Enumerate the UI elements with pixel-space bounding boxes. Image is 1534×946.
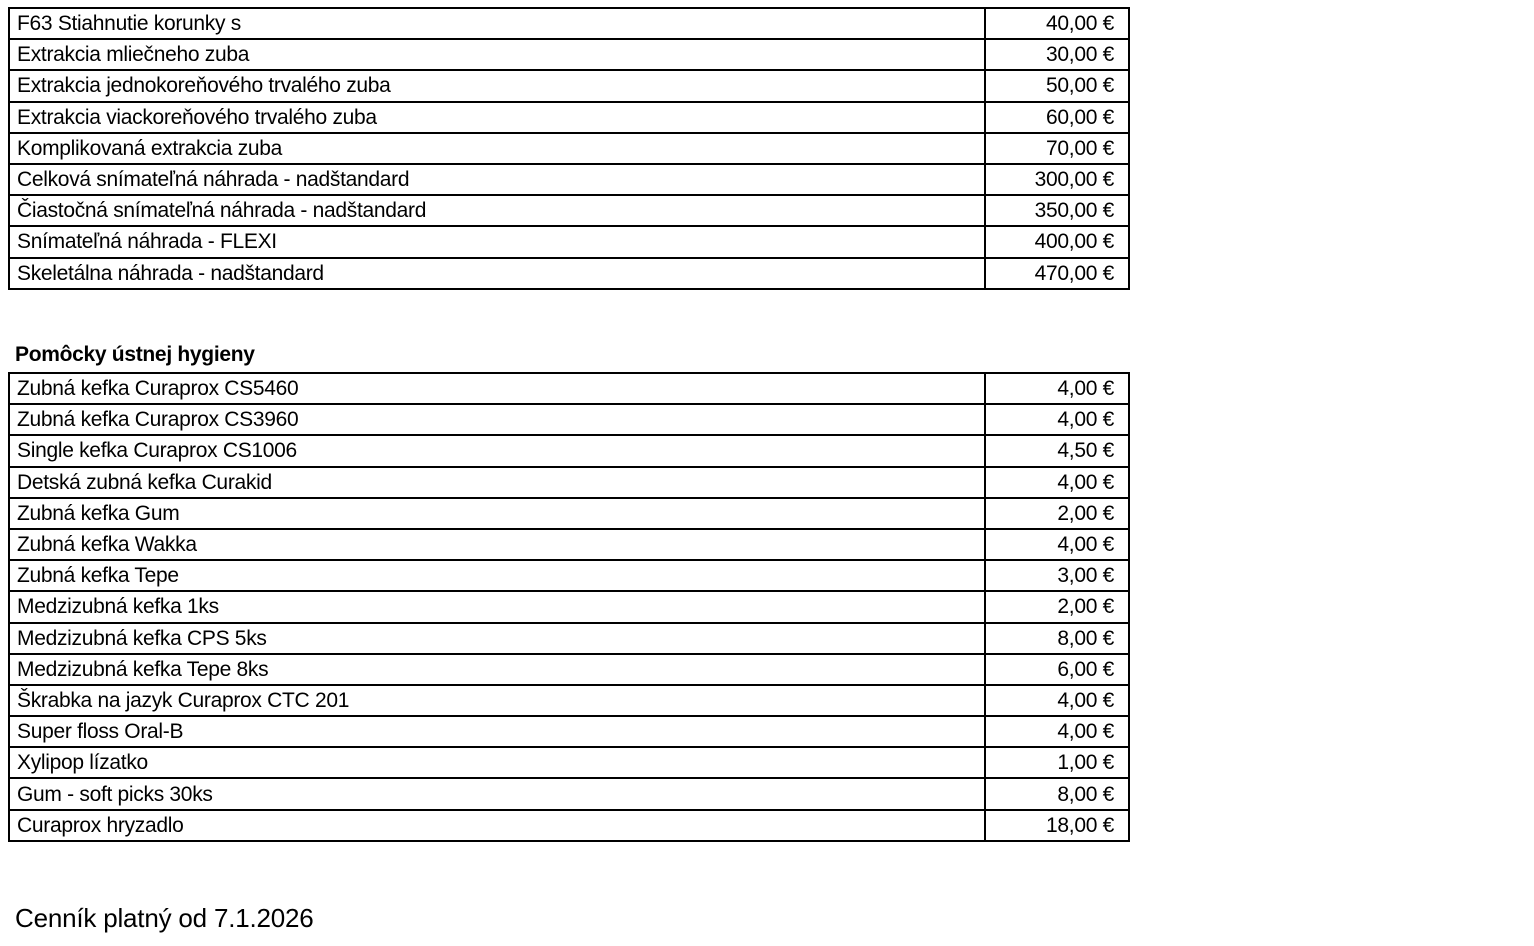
price-table-treatments — [8, 7, 1130, 290]
item-name: Super floss Oral-B — [9, 716, 985, 747]
table-row — [9, 623, 1129, 654]
price-table-oral-hygiene — [8, 372, 1130, 842]
table-row — [9, 195, 1129, 226]
item-price: 2,00 € — [985, 591, 1129, 622]
table-row — [9, 39, 1129, 70]
table-row — [9, 778, 1129, 809]
table-row — [9, 654, 1129, 685]
item-name: Medzizubná kefka CPS 5ks — [9, 623, 985, 654]
item-price: 8,00 € — [985, 778, 1129, 809]
table-row — [9, 529, 1129, 560]
item-name: F63 Stiahnutie korunky s — [9, 8, 985, 39]
item-name: Extrakcia jednokoreňového trvalého zuba — [9, 70, 985, 101]
table-row — [9, 467, 1129, 498]
price-table-treatments-body — [9, 8, 1129, 289]
table-row — [9, 8, 1129, 39]
table-row — [9, 373, 1129, 404]
item-name: Komplikovaná extrakcia zuba — [9, 133, 985, 164]
item-price: 30,00 € — [985, 39, 1129, 70]
table-row — [9, 716, 1129, 747]
item-name: Zubná kefka Curaprox CS5460 — [9, 373, 985, 404]
item-name: Gum - soft picks 30ks — [9, 778, 985, 809]
item-name: Zubná kefka Tepe — [9, 560, 985, 591]
item-name: Xylipop lízatko — [9, 747, 985, 778]
item-price: 470,00 € — [985, 258, 1129, 289]
item-price: 4,00 € — [985, 685, 1129, 716]
item-price: 60,00 € — [985, 102, 1129, 133]
table-row — [9, 102, 1129, 133]
item-name: Snímateľná náhrada - FLEXI — [9, 226, 985, 257]
table-row — [9, 435, 1129, 466]
item-price: 4,00 € — [985, 467, 1129, 498]
item-name: Zubná kefka Wakka — [9, 529, 985, 560]
item-name: Škrabka na jazyk Curaprox CTC 201 — [9, 685, 985, 716]
price-table-oral-hygiene-body — [9, 373, 1129, 841]
table-row — [9, 404, 1129, 435]
item-price: 3,00 € — [985, 560, 1129, 591]
item-price: 6,00 € — [985, 654, 1129, 685]
item-price: 18,00 € — [985, 810, 1129, 841]
item-price: 70,00 € — [985, 133, 1129, 164]
item-price: 300,00 € — [985, 164, 1129, 195]
table-row — [9, 258, 1129, 289]
item-price: 350,00 € — [985, 195, 1129, 226]
item-price: 4,00 € — [985, 716, 1129, 747]
item-name: Skeletálna náhrada - nadštandard — [9, 258, 985, 289]
item-name: Curaprox hryzadlo — [9, 810, 985, 841]
item-name: Detská zubná kefka Curakid — [9, 467, 985, 498]
table-row — [9, 70, 1129, 101]
item-name: Celková snímateľná náhrada - nadštandard — [9, 164, 985, 195]
section-title-oral-hygiene: Pomôcky ústnej hygieny — [15, 343, 255, 366]
item-price: 400,00 € — [985, 226, 1129, 257]
item-price: 8,00 € — [985, 623, 1129, 654]
item-name: Čiastočná snímateľná náhrada - nadštandard — [9, 195, 985, 226]
item-name: Extrakcia viackoreňového trvalého zuba — [9, 102, 985, 133]
table-row — [9, 810, 1129, 841]
item-name: Medzizubná kefka Tepe 8ks — [9, 654, 985, 685]
item-price: 1,00 € — [985, 747, 1129, 778]
item-price: 40,00 € — [985, 8, 1129, 39]
table-row — [9, 747, 1129, 778]
item-price: 4,00 € — [985, 404, 1129, 435]
table-row — [9, 591, 1129, 622]
table-row — [9, 685, 1129, 716]
table-row — [9, 498, 1129, 529]
item-name: Zubná kefka Gum — [9, 498, 985, 529]
item-name: Medzizubná kefka 1ks — [9, 591, 985, 622]
item-price: 2,00 € — [985, 498, 1129, 529]
table-row — [9, 133, 1129, 164]
table-row — [9, 164, 1129, 195]
table-row — [9, 226, 1129, 257]
item-price: 4,00 € — [985, 529, 1129, 560]
item-price: 4,00 € — [985, 373, 1129, 404]
item-name: Extrakcia mliečneho zuba — [9, 39, 985, 70]
table-row — [9, 560, 1129, 591]
item-price: 50,00 € — [985, 70, 1129, 101]
price-list-validity-note: Cenník platný od 7.1.2026 — [15, 903, 314, 933]
item-name: Single kefka Curaprox CS1006 — [9, 435, 985, 466]
item-price: 4,50 € — [985, 435, 1129, 466]
item-name: Zubná kefka Curaprox CS3960 — [9, 404, 985, 435]
